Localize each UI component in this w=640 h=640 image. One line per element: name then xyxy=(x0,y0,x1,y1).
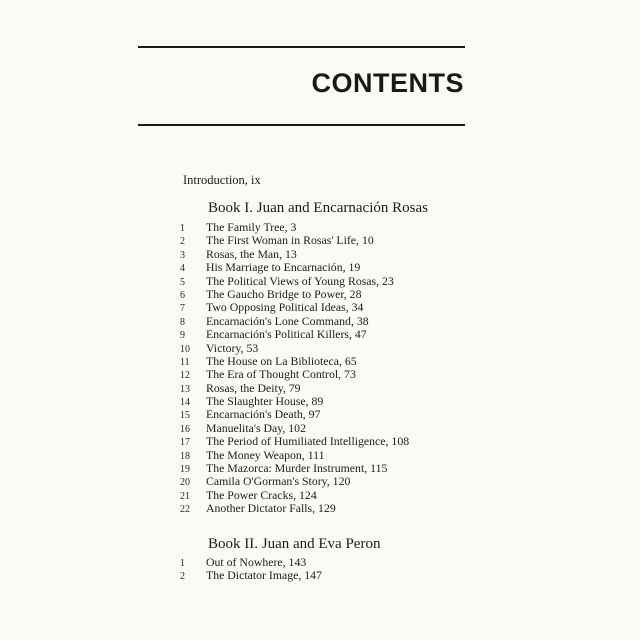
chapter-number: 15 xyxy=(180,410,190,422)
chapter-number: 20 xyxy=(180,477,190,489)
chapter-number: 7 xyxy=(180,303,185,315)
chapter-entry xyxy=(180,462,409,475)
chapter-entry xyxy=(180,328,409,341)
chapter-entry xyxy=(180,355,409,368)
chapter-entry xyxy=(180,395,409,408)
chapter-entry xyxy=(180,315,409,328)
chapter-title: The Slaughter House, 89 xyxy=(206,394,324,409)
chapter-title: The Dictator Image, 147 xyxy=(206,568,322,583)
chapter-number: 5 xyxy=(180,276,185,288)
contents-heading: CONTENTS xyxy=(311,68,464,98)
chapter-number: 9 xyxy=(180,330,185,342)
book-1-chapter-list xyxy=(180,221,409,516)
chapter-entry xyxy=(180,342,409,355)
chapter-title: The Mazorca: Murder Instrument, 115 xyxy=(206,461,388,476)
chapter-title: The Family Tree, 3 xyxy=(206,220,297,234)
chapter-entry xyxy=(180,234,409,247)
chapter-title: His Marriage to Encarnación, 19 xyxy=(206,260,361,275)
chapter-number: 6 xyxy=(180,289,185,301)
chapter-number: 14 xyxy=(180,397,190,409)
chapter-number: 8 xyxy=(180,316,185,328)
chapter-title: The Era of Thought Control, 73 xyxy=(206,367,356,382)
chapter-number: 22 xyxy=(180,504,190,516)
chapter-title: Manuelita's Day, 102 xyxy=(206,420,306,435)
chapter-title: Camila O'Gorman's Story, 120 xyxy=(206,474,351,489)
chapter-entry xyxy=(180,275,409,288)
chapter-number: 2 xyxy=(180,236,185,248)
chapter-number: 10 xyxy=(180,343,190,355)
bottom-rule xyxy=(138,124,465,126)
chapter-number: 1 xyxy=(180,558,185,569)
chapter-title: The Gaucho Bridge to Power, 28 xyxy=(206,286,362,301)
chapter-title: Encarnación's Political Killers, 47 xyxy=(206,327,367,342)
chapter-title: Encarnación's Lone Command, 38 xyxy=(206,313,369,328)
chapter-number: 1 xyxy=(180,223,185,234)
chapter-number: 16 xyxy=(180,423,190,435)
chapter-entry xyxy=(180,502,409,515)
chapter-title: Victory, 53 xyxy=(206,340,259,355)
chapter-entry xyxy=(180,556,322,569)
chapter-title: The Money Weapon, 111 xyxy=(206,447,325,462)
book-1-heading: Book I. Juan and Encarnación Rosas xyxy=(208,200,428,216)
chapter-entry xyxy=(180,475,409,488)
chapter-number: 13 xyxy=(180,383,190,395)
chapter-number: 18 xyxy=(180,450,190,462)
chapter-entry xyxy=(180,435,409,448)
chapter-title: Another Dictator Falls, 129 xyxy=(206,501,336,516)
chapter-number: 11 xyxy=(180,356,190,368)
chapter-title: Rosas, the Deity, 79 xyxy=(206,380,301,395)
chapter-entry xyxy=(180,368,409,381)
chapter-entry xyxy=(180,449,409,462)
chapter-number: 4 xyxy=(180,263,185,275)
chapter-title: Encarnación's Death, 97 xyxy=(206,407,321,422)
chapter-entry xyxy=(180,489,409,502)
chapter-title: Out of Nowhere, 143 xyxy=(206,555,307,569)
chapter-title: The House on La Biblioteca, 65 xyxy=(206,353,357,368)
chapter-title: The First Woman in Rosas' Life, 10 xyxy=(206,233,374,248)
introduction-entry: Introduction, ix xyxy=(183,173,261,187)
chapter-entry xyxy=(180,408,409,421)
chapter-number: 3 xyxy=(180,249,185,261)
chapter-entry xyxy=(180,221,409,234)
chapter-entry xyxy=(180,382,409,395)
chapter-title: The Period of Humiliated Intelligence, 108 xyxy=(206,434,410,449)
chapter-number: 12 xyxy=(180,370,190,382)
book-2-heading: Book II. Juan and Eva Peron xyxy=(208,536,381,552)
chapter-number: 21 xyxy=(180,490,190,502)
top-rule xyxy=(138,46,465,48)
chapter-entry xyxy=(180,261,409,274)
chapter-title: Two Opposing Political Ideas, 34 xyxy=(206,300,364,315)
chapter-number: 2 xyxy=(180,571,185,583)
book-2-chapter-list xyxy=(180,556,322,583)
chapter-number: 19 xyxy=(180,464,190,476)
chapter-entry xyxy=(180,422,409,435)
chapter-title: The Political Views of Young Rosas, 23 xyxy=(206,273,394,288)
chapter-entry xyxy=(180,301,409,314)
chapter-entry xyxy=(180,248,409,261)
chapter-number: 17 xyxy=(180,437,190,449)
chapter-title: Rosas, the Man, 13 xyxy=(206,246,297,261)
chapter-entry xyxy=(180,569,322,582)
chapter-title: The Power Cracks, 124 xyxy=(206,487,317,502)
chapter-entry xyxy=(180,288,409,301)
